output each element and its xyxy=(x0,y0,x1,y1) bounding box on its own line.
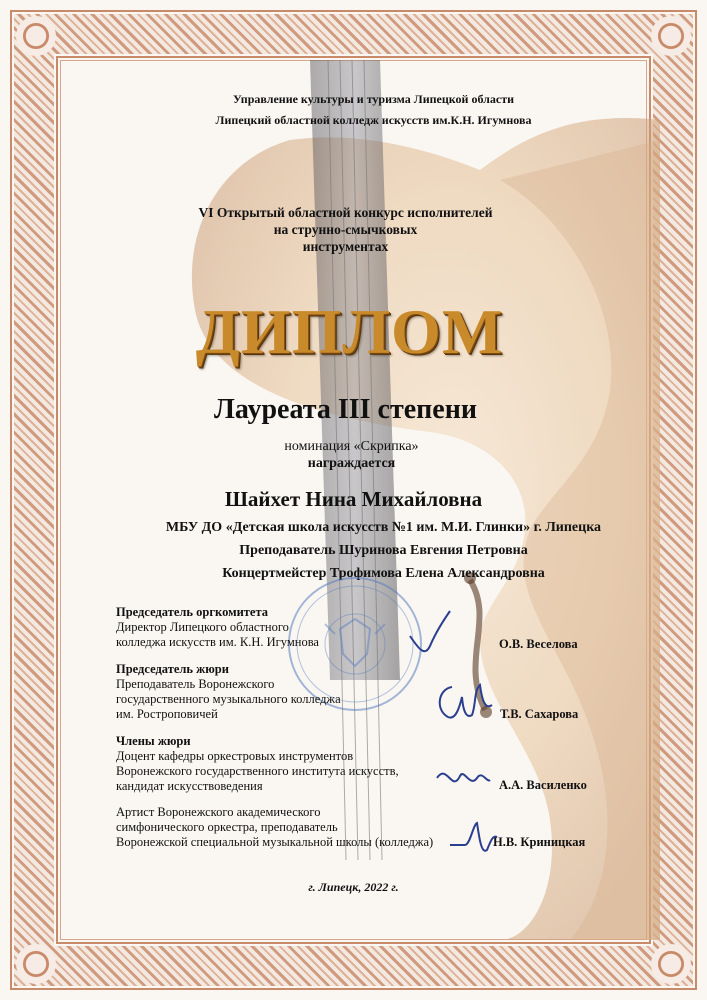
organization-line-2: Липецкий областной колледж искусств им.К.Н. Игумнова xyxy=(215,113,532,127)
signatory-position-line: Директор Липецкого областного xyxy=(116,620,289,634)
place-and-year: г. Липецк, 2022 г. xyxy=(308,880,399,894)
signatory-position-line: симфонического оркестра, преподаватель xyxy=(116,820,338,834)
signatory-name: Т.В. Сахарова xyxy=(500,707,579,721)
teacher-name: Преподаватель Шуринова Евгения Петровна xyxy=(239,543,528,558)
organization-line-1: Управление культуры и туризма Липецкой области xyxy=(232,92,515,106)
signatory-role: Члены жюри xyxy=(116,734,191,748)
signatory-position-line: Артист Воронежского академического xyxy=(116,805,321,819)
school-name: МБУ ДО «Детская школа искусств №1 им. М.И. Глинки» г. Липецка xyxy=(165,520,602,535)
contest-line-3: инструментах xyxy=(302,239,389,254)
signatory-orgcommittee xyxy=(116,605,319,650)
signatory-position-line: государственного музыкального колледжа xyxy=(116,692,341,706)
contest-title xyxy=(0,204,699,255)
corner-ornament xyxy=(16,944,56,984)
signature-mark xyxy=(445,815,500,860)
signatory-position-line: колледжа искусств им. К.Н. Игумнова xyxy=(116,635,319,649)
signatory-position-line: им. Ростроповичей xyxy=(116,707,218,721)
contest-line-2: на струнно-смычковых xyxy=(273,222,418,237)
accompanist-name: Концертмейстер Трофимова Елена Александровна xyxy=(222,566,545,581)
signatory-role: Председатель оргкомитета xyxy=(116,605,269,619)
awarded-label: награждается xyxy=(307,456,396,471)
corner-ornament xyxy=(16,16,56,56)
nomination: номинация «Скрипка» xyxy=(284,439,419,454)
signatory-jury-member-2 xyxy=(116,805,433,850)
signatory-position-line: Доцент кафедры оркестровых инструментов xyxy=(116,749,354,763)
signatory-position-line: Воронежского государственного института искусств, xyxy=(116,764,399,778)
signatory-name: Н.В. Криницкая xyxy=(493,835,586,849)
corner-ornament xyxy=(651,944,691,984)
diploma-title: ДИПЛОМ xyxy=(195,296,504,367)
corner-ornament xyxy=(651,16,691,56)
signature-mark xyxy=(430,675,500,730)
signatory-name: О.В. Веселова xyxy=(499,637,578,651)
signatory-name: А.А. Василенко xyxy=(499,778,587,792)
contest-line-1: VI Открытый областной конкурс исполнителей xyxy=(198,205,493,220)
signatory-position-line: кандидат искусствоведения xyxy=(116,779,263,793)
signature-mark xyxy=(432,758,492,798)
laureate-degree: Лауреата III степени xyxy=(214,394,477,425)
signatory-position-line: Преподаватель Воронежского xyxy=(116,677,275,691)
signatory-role: Председатель жюри xyxy=(116,662,229,676)
recipient-name: Шайхет Нина Михайловна xyxy=(224,487,483,511)
signatory-jury-member-1 xyxy=(116,734,399,794)
signature-mark xyxy=(405,606,455,661)
signatory-position-line: Воронежской специальной музыкальной школы (колледжа) xyxy=(116,835,434,849)
signatory-jury-chair xyxy=(116,662,341,722)
